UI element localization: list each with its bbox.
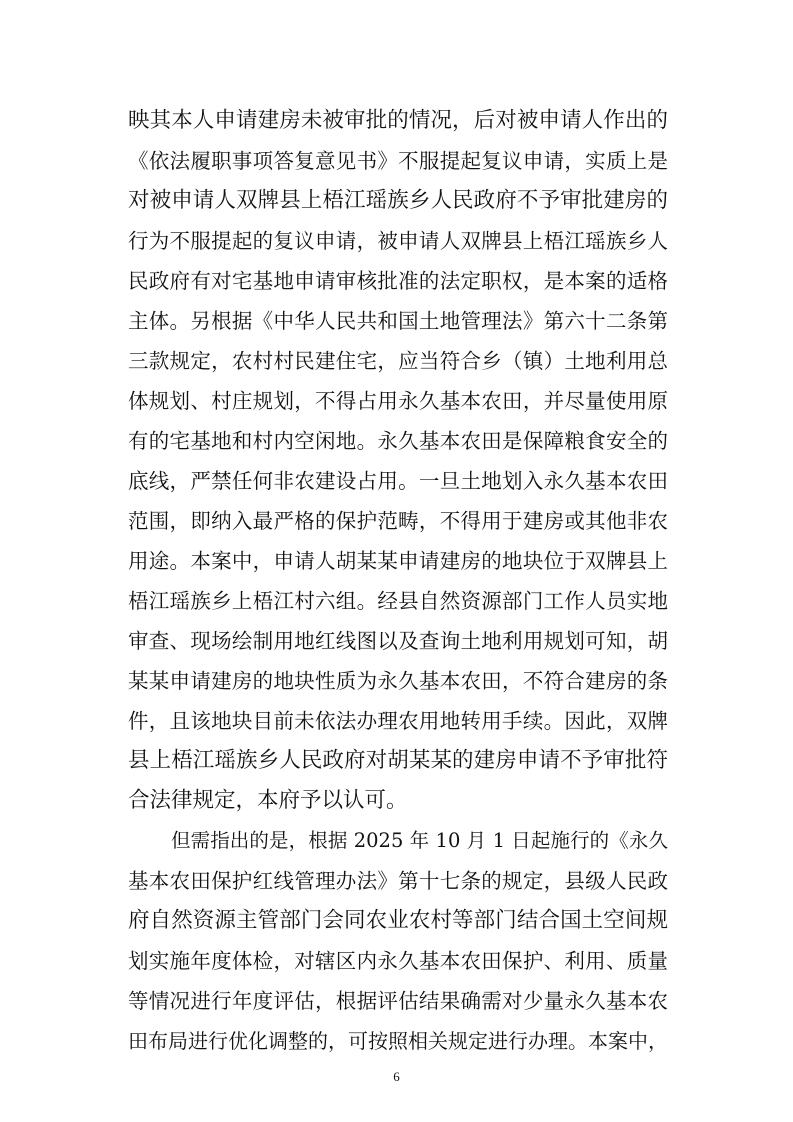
text-line: 映其本人申请建房未被审批的情况，后对被申请人作出的 [128,108,668,133]
text-line: 对被申请人双牌县上梧江瑶族乡人民政府不予审批建房的 [128,188,668,213]
text-line: 合法律规定，本府予以认可。 [128,788,408,813]
text-line: 民政府有对宅基地申请审核批准的法定职权，是本案的适格 [128,269,668,293]
text-line: 体规划、村庄规划，不得占用永久基本农田，并尽量使用原 [128,389,668,413]
text-line: 等情况进行年度评估，根据评估结果确需对少量永久基本农 [128,989,668,1013]
text-line: 梧江瑶族乡上梧江村六组。经县自然资源部门工作人员实地 [128,589,668,613]
text-line: 基本农田保护红线管理办法》第十七条的规定，县级人民政 [128,869,668,893]
text-line: 但需指出的是，根据 2025 年 10 月 1 日起施行的《永久 [171,829,668,852]
text-line: 底线，严禁任何非农建设占用。一旦土地划入永久基本农田 [128,469,668,493]
text-line: 县上梧江瑶族乡人民政府对胡某某的建房申请不予审批符 [128,748,668,773]
text-line: 某某申请建房的地块性质为永久基本农田，不符合建房的条 [128,669,668,693]
text-line: 三款规定，农村村民建住宅，应当符合乡（镇）土地利用总 [128,349,668,373]
text-line: 用途。本案中，申请人胡某某申请建房的地块位于双牌县上 [128,549,668,573]
text-line: 行为不服提起的复议申请，被申请人双牌县上梧江瑶族乡人 [128,229,668,253]
text-line: 田布局进行优化调整的，可按照相关规定进行办理。本案中， [128,1029,668,1053]
text-line: 《依法履职事项答复意见书》不服提起复议申请，实质上是 [128,149,668,173]
text-line: 范围，即纳入最严格的保护范畴，不得用于建房或其他非农 [128,509,668,533]
text-line: 划实施年度体检，对辖区内永久基本农田保护、利用、质量 [128,949,668,973]
page-number: 6 [393,1069,400,1084]
text-line: 有的宅基地和村内空闲地。永久基本农田是保障粮食安全的 [128,429,668,453]
text-line: 件，且该地块目前未依法办理农用地转用手续。因此，双牌 [128,709,668,733]
text-line: 府自然资源主管部门会同农业农村等部门结合国土空间规 [128,908,668,933]
text-line: 主体。另根据《中华人民共和国土地管理法》第六十二条第 [128,309,668,333]
text-line: 审查、现场绘制用地红线图以及查询土地利用规划可知，胡 [128,629,668,653]
